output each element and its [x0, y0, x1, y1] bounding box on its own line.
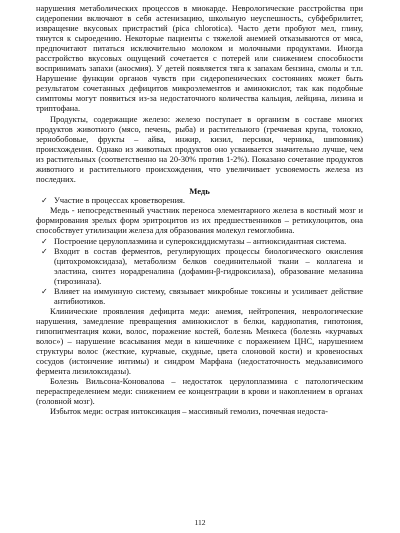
section-heading-copper: Медь	[189, 185, 210, 196]
bullet-text: Участие в процессах кроветворения.	[54, 196, 186, 206]
checkmark-icon: ✓	[41, 236, 48, 246]
page-number: 112	[194, 518, 206, 527]
paragraph-copper-excess: Избыток меди: острая интоксикация – массивный гемолиз, почечная недоста-	[50, 407, 328, 417]
bullet-text: Построение церулоплазмина и супероксиддисмутазы – антиоксидантная система.	[54, 236, 347, 246]
bullet-item-ceruloplasmin	[36, 237, 363, 247]
bullet-item-immune	[36, 287, 363, 307]
bullet-text: Входит в состав ферментов, регулирующих процессы биологического окисления (цитохромоксидаза), метаболизм белков соединительной ткани – коллагена и эластина, синтез норадреналина (дофамин-β-гидроксилаза), образование меланина (тирозиназа).	[54, 246, 363, 286]
checkmark-icon: ✓	[41, 196, 48, 206]
paragraph-iron-products: Продукты, содержащие железо: железо поступает в организм в составе многих продуктов животного (мясо, печень, рыба) и растительного (гречневая крупа, толокно, зернобобовые, фрукты – айва, инжир, кизил, персики, черника, шиповник) происхождения. Однако из животных продуктов оно усваивается значительно лучше, чем из растительных (соответственно на 20-30% против 1-2%). Показано сочетание продуктов животного и растительного происхождения, что увеличивает усвояемость железа из последних.	[36, 114, 363, 184]
checkmark-icon: ✓	[41, 286, 48, 296]
paragraph-copper-role: Медь - непосредственный участник переноса элементарного железа в костный мозг и формирования зрелых форм эритроцитов из их предшественников – ретикулоцитов, она способствует утилизации железа для образования молекул гемоглобина.	[36, 206, 363, 236]
checkmark-icon: ✓	[41, 246, 48, 256]
bullet-item-hematopoiesis	[36, 196, 363, 206]
bullet-item-enzymes	[36, 247, 363, 287]
paragraph-neurological-disorders: нарушения метаболических процессов в миокарде. Неврологические расстройства при сидеропении включают в себя астенизацию, школьную неуспешность, субфебрилитет, извращение вкусовых пристрастий (pica chlorotica). Часто дети пробуют мел, глину, тянутся к сыроедению. Некоторые пациенты с тяжелой анемией отказываются от мяса, предпочитают питаться исключительно молоком и молочными продуктами. Иногда расстройство вкусовых ощущений сочетается с потерей или снижением способности воспринимать запахи (аносмия). У детей появляется тяга к запахам бензина, смолы и т.п. Нарушение функции органов чувств при сидеропенических состояниях может быть результатом сочетанных дефицитов микроэлементов и аминокислот, так как подобные симптомы могут появиться из-за недостаточного количества кальция, лейцина, лизина и триптофана.	[36, 4, 363, 114]
paragraph-copper-deficiency: Клинические проявления дефицита меди: анемия, нейтропения, неврологические нарушения, замедление превращения аминокислот в белки, кардиопатия, гипотония, гипопигментация кожи, волос, поражение костей, болезнь Менкеса (болезнь «курчавых волос») – нарушение всасывания меди в кишечнике с поражением ЦНС, нарушением структуры волос (жесткие, курчавые, скудные, цвета слоновой кости) и кровеносных сосудов (истончение интимы) и синдром Марфана (недостаточность медьзависимого фермента лизилоксидазы).	[36, 306, 363, 377]
bullet-text: Влияет на иммунную систему, связывает микробные токсины и усиливает действие антибиотиков.	[54, 286, 363, 306]
paragraph-wilson-disease: Болезнь Вильсона-Коновалова – недостаток церулоплазмина с патологическим перераспределением меди: снижением ее концентрации в крови и накоплением в органах (головной мозг).	[36, 377, 363, 407]
